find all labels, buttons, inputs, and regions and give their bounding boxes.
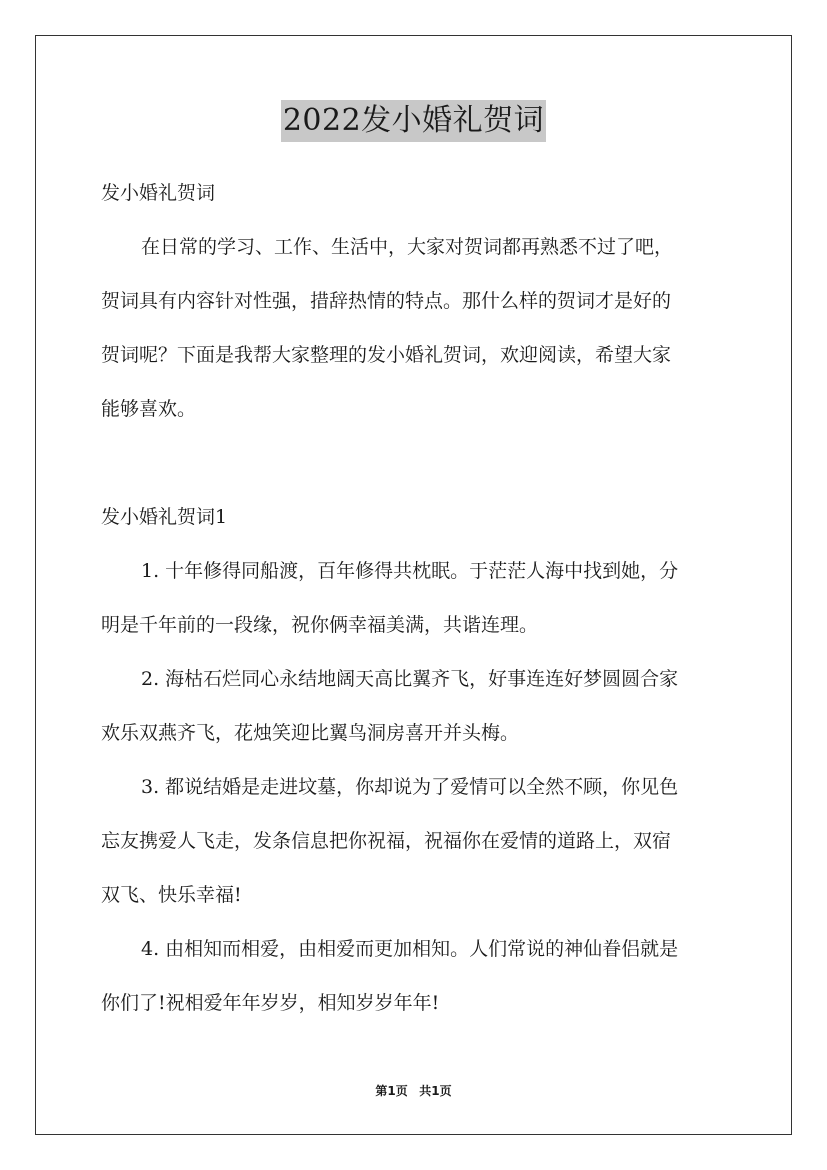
paragraph-line: 4. 由相知而相爱，由相爱而更加相知。人们常说的神仙眷侣就是 bbox=[141, 938, 679, 960]
page-number: 第1页 bbox=[375, 1084, 408, 1098]
paragraph-line: 明是千年前的一段缘，祝你俩幸福美满，共谐连理。 bbox=[101, 614, 539, 636]
paragraph-line: 你们了!祝相爱年年岁岁，相知岁岁年年! bbox=[101, 992, 440, 1014]
section-heading: 发小婚礼贺词1 bbox=[101, 506, 228, 528]
intro-heading: 发小婚礼贺词 bbox=[101, 182, 216, 204]
page-total: 共1页 bbox=[419, 1084, 452, 1098]
document-title: 2022发小婚礼贺词 bbox=[281, 100, 546, 142]
paragraph-line: 能够喜欢。 bbox=[101, 398, 197, 420]
blank-line bbox=[101, 442, 725, 496]
paragraph-line: 欢乐双燕齐飞，花烛笑迎比翼鸟洞房喜开并头梅。 bbox=[101, 722, 520, 744]
document-body bbox=[101, 172, 725, 1036]
paragraph-line: 双飞、快乐幸福! bbox=[101, 884, 242, 906]
paragraph-line: 贺词呢？下面是我帮大家整理的发小婚礼贺词，欢迎阅读，希望大家 bbox=[101, 344, 672, 366]
page-footer bbox=[0, 1082, 827, 1099]
paragraph-line: 在日常的学习、工作、生活中，大家对贺词都再熟悉不过了吧， bbox=[141, 236, 674, 258]
paragraph-line: 1. 十年修得同船渡，百年修得共枕眠。于茫茫人海中找到她，分 bbox=[141, 560, 679, 582]
paragraph-line: 忘友携爱人飞走，发条信息把你祝福，祝福你在爱情的道路上，双宿 bbox=[101, 830, 672, 852]
title-wrap bbox=[0, 100, 827, 142]
paragraph-line: 2. 海枯石烂同心永结地阔天高比翼齐飞，好事连连好梦圆圆合家 bbox=[141, 668, 679, 690]
paragraph-line: 3. 都说结婚是走进坟墓，你却说为了爱情可以全然不顾，你见色 bbox=[141, 776, 679, 798]
paragraph-line: 贺词具有内容针对性强，措辞热情的特点。那什么样的贺词才是好的 bbox=[101, 290, 672, 312]
